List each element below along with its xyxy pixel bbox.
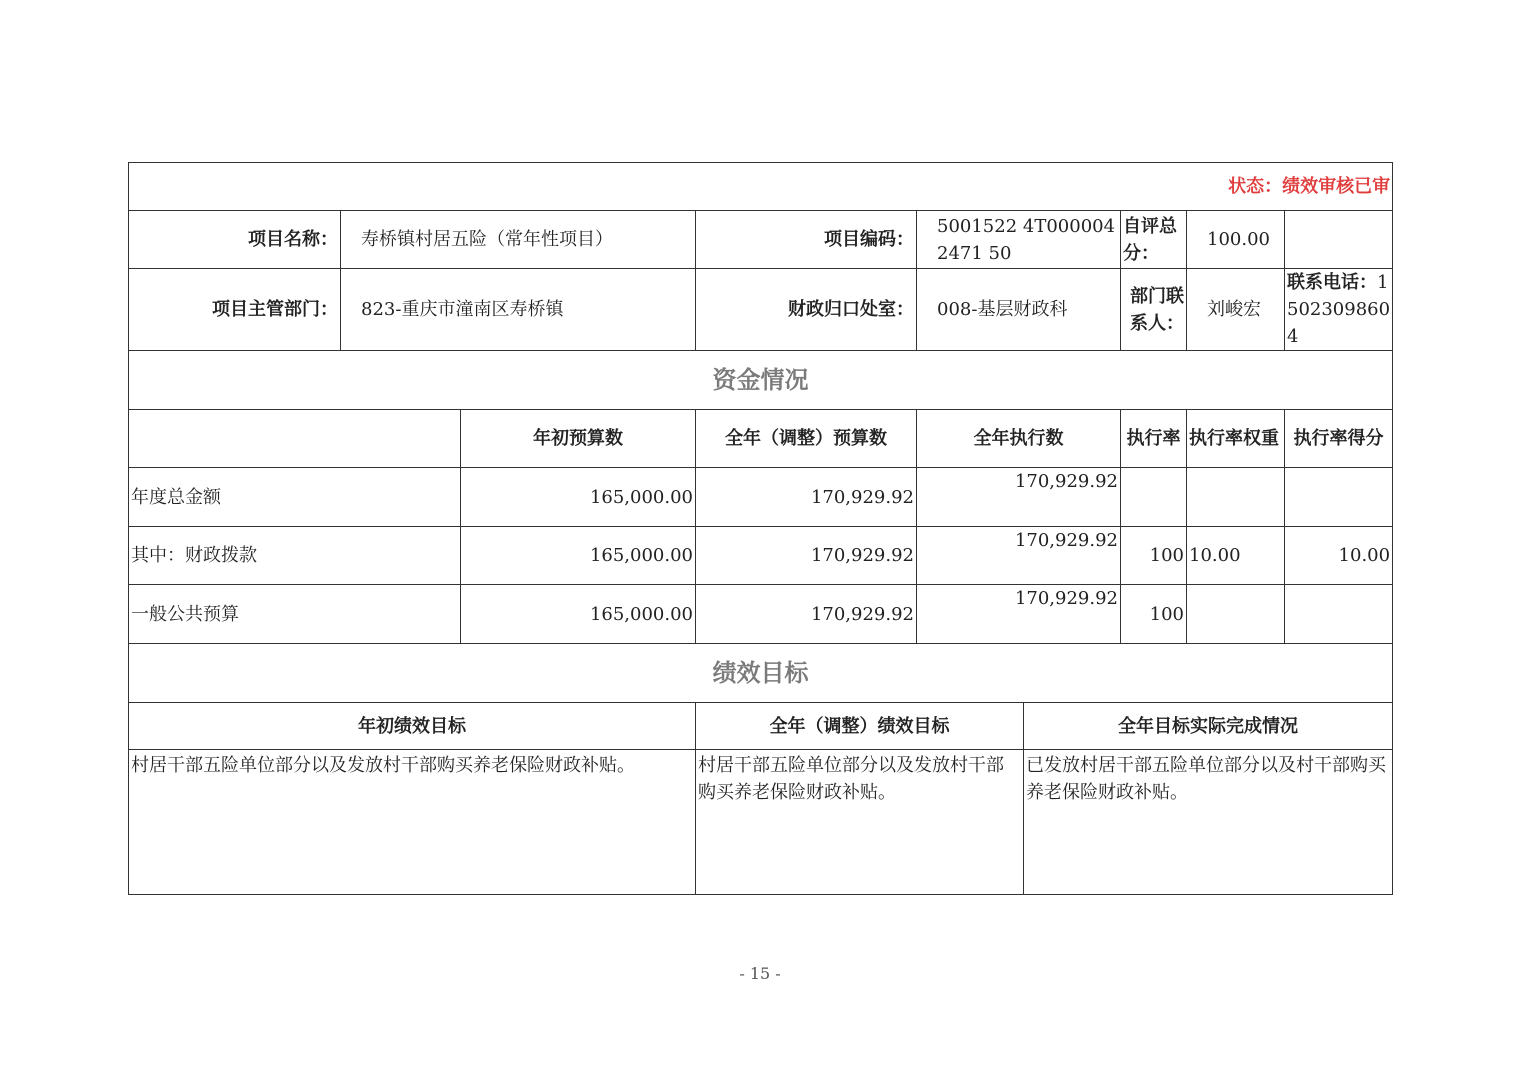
adjusted-goal-text: 村居干部五险单位部分以及发放村干部购买养老保险财政补贴。: [696, 750, 1024, 895]
row-score: [1285, 468, 1393, 527]
funds-header-score: 执行率得分: [1285, 410, 1393, 468]
row-label: 其中：财政拨款: [129, 527, 461, 585]
goals-header-adjusted: 全年（调整）绩效目标: [696, 703, 1024, 750]
row-initial: 165,000.00: [461, 468, 696, 527]
row-weight: [1187, 585, 1285, 644]
department-label: 项目主管部门：: [129, 269, 341, 351]
row-executed: 170,929.92: [917, 527, 1121, 585]
row-initial: 165,000.00: [461, 527, 696, 585]
row-score: 10.00: [1285, 527, 1393, 585]
contact-label: 部门联系人：: [1121, 269, 1187, 351]
finance-office-value: 008-基层财政科: [917, 269, 1121, 351]
goals-section-title: 绩效目标: [129, 644, 1393, 703]
row-rate: [1121, 468, 1187, 527]
table-row: [129, 527, 1393, 585]
phone-label: 联系电话：: [1287, 272, 1377, 293]
actual-completion-text: 已发放村居干部五险单位部分以及村干部购买养老保险财政补贴。: [1024, 750, 1393, 895]
contact-value: 刘峻宏: [1187, 269, 1285, 351]
funds-header-initial: 年初预算数: [461, 410, 696, 468]
funds-section-row: [129, 351, 1393, 410]
status-text: 状态：绩效审核已审: [129, 163, 1393, 211]
funds-header-adjusted: 全年（调整）预算数: [696, 410, 917, 468]
info-row-1: [129, 211, 1393, 269]
row-adjusted: 170,929.92: [696, 468, 917, 527]
row-weight: [1187, 468, 1285, 527]
row-executed: 170,929.92: [917, 468, 1121, 527]
row-score: [1285, 585, 1393, 644]
row-weight: 10.00: [1187, 527, 1285, 585]
funds-header-weight: 执行率权重: [1187, 410, 1285, 468]
row-adjusted: 170,929.92: [696, 527, 917, 585]
project-name-value: 寿桥镇村居五险（常年性项目）: [341, 211, 696, 269]
row-label: 一般公共预算: [129, 585, 461, 644]
department-value: 823-重庆市潼南区寿桥镇: [341, 269, 696, 351]
project-code-value: 5001522 4T0000042471 50: [917, 211, 1121, 269]
row-label: 年度总金额: [129, 468, 461, 527]
funds-header-rate: 执行率: [1121, 410, 1187, 468]
row-executed: 170,929.92: [917, 585, 1121, 644]
phone-cell: [1285, 269, 1393, 351]
goals-section-row: [129, 644, 1393, 703]
funds-header-blank: [129, 410, 461, 468]
status-row: [129, 163, 1393, 211]
finance-office-label: 财政归口处室：: [696, 269, 917, 351]
table-row: [129, 585, 1393, 644]
funds-header-row: [129, 410, 1393, 468]
score-label: 自评总分：: [1121, 211, 1187, 269]
row-initial: 165,000.00: [461, 585, 696, 644]
table-row: [129, 468, 1393, 527]
phone-value: 15023098604: [1287, 272, 1391, 347]
info-row-2: [129, 269, 1393, 351]
goals-header-row: [129, 703, 1393, 750]
row-rate: 100: [1121, 527, 1187, 585]
goals-header-initial: 年初绩效目标: [129, 703, 696, 750]
page-number: - 15 -: [739, 964, 781, 983]
row-rate: 100: [1121, 585, 1187, 644]
goals-header-actual: 全年目标实际完成情况: [1024, 703, 1393, 750]
score-value: 100.00: [1187, 211, 1285, 269]
funds-section-title: 资金情况: [129, 351, 1393, 410]
funds-header-executed: 全年执行数: [917, 410, 1121, 468]
goals-content-row: [129, 750, 1393, 895]
initial-goal-text: 村居干部五险单位部分以及发放村干部购买养老保险财政补贴。: [129, 750, 696, 895]
project-name-label: 项目名称：: [129, 211, 341, 269]
row-adjusted: 170,929.92: [696, 585, 917, 644]
performance-evaluation-table: [128, 162, 1393, 895]
empty-cell: [1285, 211, 1393, 269]
project-code-label: 项目编码：: [696, 211, 917, 269]
